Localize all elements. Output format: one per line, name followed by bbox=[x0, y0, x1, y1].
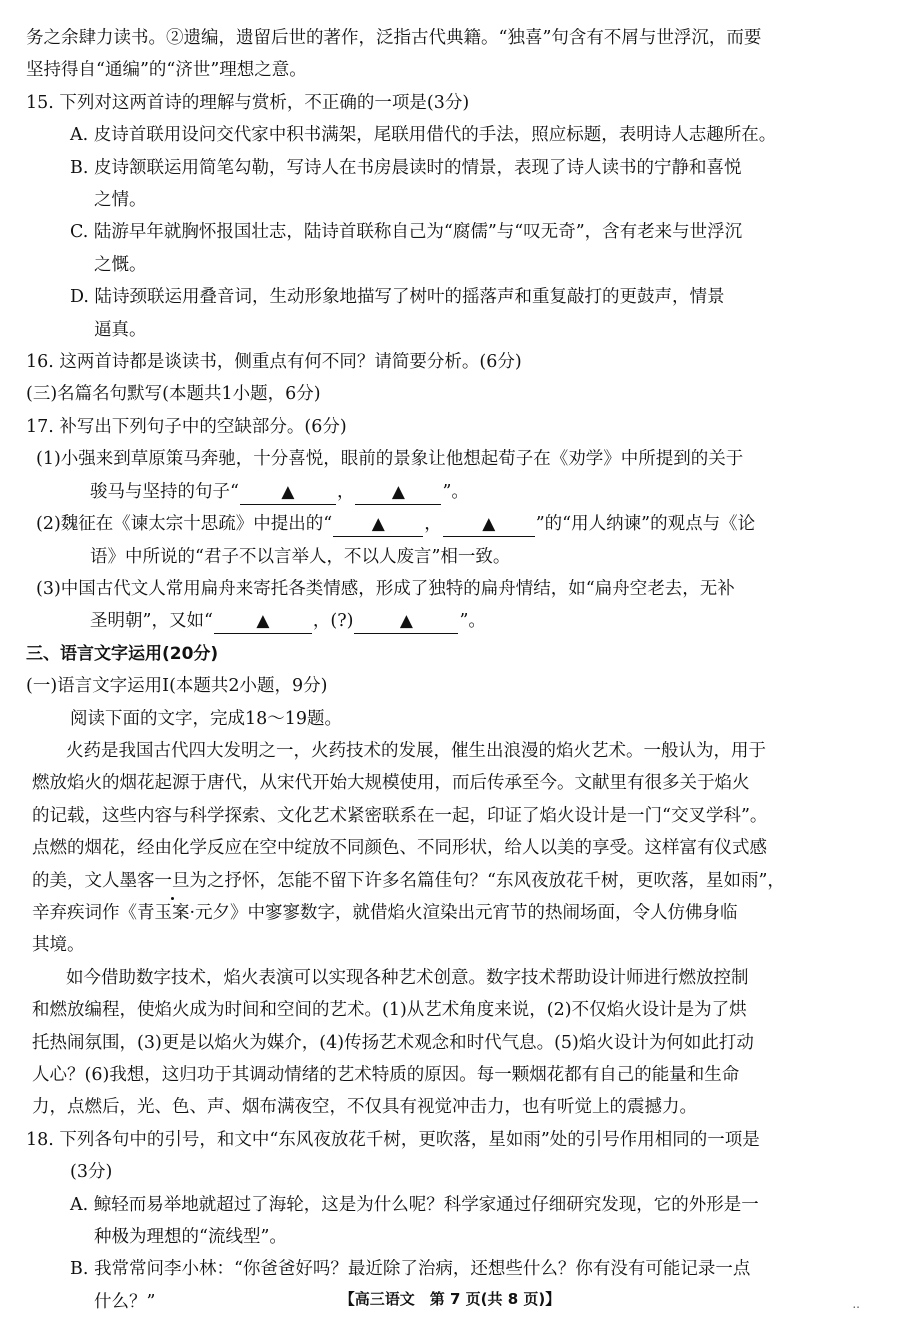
passage-line: 托热闹氛围，(3)更是以焰火为媒介，(4)传扬艺术观念和时代气息。(5)焰火设计为何如此打动 bbox=[32, 1032, 754, 1053]
emphasized-word: 一旦 bbox=[155, 865, 190, 897]
q18-option-a-cont: 种极为理想的“流线型”。 bbox=[94, 1227, 287, 1248]
q17-sub2: (2)魏征在《谏太宗十思疏》中提出的“ ▲ ， ▲ ”的“用人纳谏”的观点与《论 bbox=[26, 508, 872, 540]
passage-line: 燃放焰火的烟花起源于唐代，从宋代开始大规模使用，而后传承至今。文献里有很多关于焰火 bbox=[32, 773, 750, 794]
passage-paragraph-1 bbox=[26, 735, 872, 962]
answer-blank[interactable] bbox=[240, 480, 336, 505]
q17-sub2-cont: 语》中所说的“君子不以言举人，不以人废言”相一致。 bbox=[90, 546, 511, 567]
answer-blank[interactable] bbox=[443, 512, 535, 537]
section-3-heading: (三)名篇名句默写(本题共1小题，6分) bbox=[26, 384, 321, 405]
passage-line: 辛弃疾词作《青玉案·元夕》中寥寥数字，就借焰火渲染出元宵节的热闹场面，令人仿佛身临 bbox=[32, 902, 738, 923]
part-3-heading: 三、语言文字运用(20分) bbox=[26, 643, 219, 664]
q15-option-d: D. 陆诗颈联运用叠音词，生动形象地描写了树叶的摇落声和重复敲打的更鼓声，情景 bbox=[70, 287, 725, 308]
answer-blank[interactable] bbox=[355, 480, 441, 505]
q17-sub3-blanks: 圣明朝”，又如“ ▲ ，(?) ▲ ”。 bbox=[26, 605, 872, 637]
passage-line: 点燃的烟花，经由化学反应在空中绽放不同颜色、不同形状，给人以美的享受。这样富有仪式感 bbox=[32, 838, 767, 859]
passage-line: 人心？(6)我想，这归功于其调动情绪的艺术特质的原因。每一颗烟花都有自己的能量和生命 bbox=[32, 1065, 740, 1085]
reading-instruction: 阅读下面的文字，完成18～19题。 bbox=[70, 708, 343, 729]
q15-option-b-cont: 之情。 bbox=[94, 190, 147, 211]
q17-sub1-pre: 骏马与坚持的句子“ bbox=[90, 481, 239, 502]
corner-mark: .. bbox=[852, 1297, 860, 1311]
blank-marker-icon: ▲ bbox=[371, 514, 385, 535]
passage-paragraph-2 bbox=[26, 962, 872, 1124]
q18-option-b: B. 我常常问李小林：“你爸爸好吗？最近除了治病，还想些什么？你有没有可能记录一点 bbox=[70, 1259, 751, 1280]
q18-option-a: A. 鲸轻而易举地就超过了海轮，这是为什么呢？科学家通过仔细研究发现，它的外形是一 bbox=[70, 1194, 759, 1215]
q17-sub1-blanks: 骏马与坚持的句子“ ▲ ， ▲ ”。 bbox=[26, 476, 872, 508]
intro-line: 坚持得自“通编”的“济世”理想之意。 bbox=[26, 60, 307, 81]
q17-sub3: (3)中国古代文人常用扁舟来寄托各类情感，形成了独特的扁舟情结，如“扁舟空老去，无补 bbox=[36, 578, 735, 599]
q17-sub1: (1)小强来到草原策马奔驰，十分喜悦，眼前的景象让他想起荀子在《劝学》中所提到的关于 bbox=[36, 449, 744, 470]
q15-option-b: B. 皮诗颔联运用简笔勾勒，写诗人在书房晨读时的情景，表现了诗人读书的宁静和喜悦 bbox=[70, 157, 742, 178]
blank-marker-icon: ▲ bbox=[281, 481, 295, 502]
passage-line: 其境。 bbox=[32, 935, 85, 956]
blank-marker-icon: ▲ bbox=[482, 514, 496, 535]
passage-line: 火药是我国古代四大发明之一，火药技术的发展，催生出浪漫的焰火艺术。一般认为，用于 bbox=[66, 740, 766, 761]
page-footer: 【高三语文 第 7 页(共 8 页)】 bbox=[339, 1290, 561, 1308]
question-16: 16. 这两首诗都是谈读书，侧重点有何不同？请简要分析。(6分) bbox=[26, 352, 522, 373]
question-18-stem: 18. 下列各句中的引号，和文中“东风夜放花千树，更吹落，星如雨”处的引号作用相同的一项是 bbox=[26, 1129, 760, 1150]
passage-line: 力，点燃后，光、色、声、烟布满夜空，不仅具有视觉冲击力，也有听觉上的震撼力。 bbox=[32, 1097, 697, 1118]
answer-blank[interactable] bbox=[214, 609, 312, 634]
passage-line: 的记载，这些内容与科学探索、文化艺术紧密联系在一起，印证了焰火设计是一门“交叉学科”。 bbox=[32, 805, 768, 826]
question-17-stem: 17. 补写出下列句子中的空缺部分。(6分) bbox=[26, 416, 347, 437]
q15-option-d-cont: 逼真。 bbox=[94, 319, 147, 340]
passage-line: 的美，文人墨客一旦为之抒怀，怎能不留下许多名篇佳句？“东风夜放花千树，更吹落，星如雨”， bbox=[26, 865, 872, 897]
passage-line: 如今借助数字技术，焰火表演可以实现各种艺术创意。数字技术帮助设计师进行燃放控制 bbox=[66, 967, 749, 988]
passage-line: 和燃放编程，使焰火成为时间和空间的艺术。(1)从艺术角度来说，(2)不仅焰火设计是为了烘 bbox=[32, 1000, 747, 1021]
intro-line: 务之余肆力读书。②遗编，遗留后世的著作，泛指古代典籍。“独喜”句含有不屑与世浮沉，而要 bbox=[26, 28, 762, 48]
blank-marker-icon: ▲ bbox=[399, 611, 413, 632]
sub-section-1-heading: (一)语言文字运用Ⅰ(本题共2小题，9分) bbox=[26, 676, 328, 697]
blank-marker-icon: ▲ bbox=[391, 481, 405, 502]
blank-marker-icon: ▲ bbox=[256, 611, 270, 632]
question-18-score: (3分) bbox=[70, 1162, 113, 1183]
q15-option-c-cont: 之慨。 bbox=[94, 254, 147, 275]
answer-blank[interactable] bbox=[333, 512, 423, 537]
question-15-stem: 15. 下列对这两首诗的理解与赏析，不正确的一项是(3分) bbox=[26, 92, 470, 113]
answer-blank[interactable] bbox=[354, 609, 458, 634]
q15-option-c: C. 陆游早年就胸怀报国壮志，陆诗首联称自己为“腐儒”与“叹无奇”，含有老来与世浮沉 bbox=[70, 222, 743, 243]
q18-option-b-cont: 什么？” bbox=[94, 1291, 156, 1312]
q15-option-a: A. 皮诗首联用设问交代家中积书满架，尾联用借代的手法，照应标题，表明诗人志趣所在。 bbox=[70, 125, 777, 146]
